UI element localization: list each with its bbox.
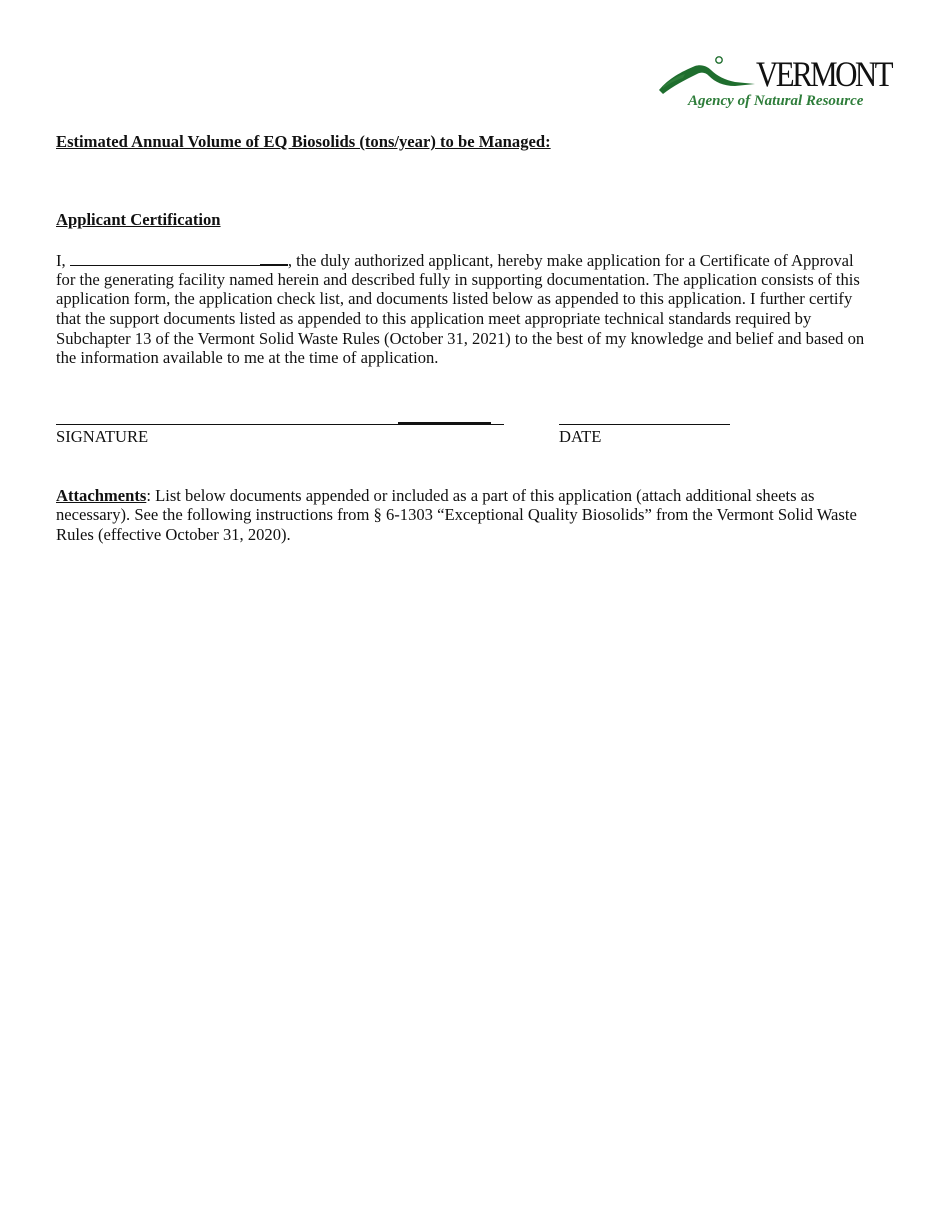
attachments-line-1-text: : List below documents appended or included as a part of this application (attach additional sheets as [146, 486, 815, 505]
date-label: DATE [559, 427, 602, 446]
mountain-logo-icon [655, 56, 757, 96]
certification-line-1 [56, 250, 854, 271]
attachments-label: Attachments [56, 486, 147, 505]
applicant-name-field-end [260, 250, 288, 266]
logo-subtitle: Agency of Natural Resource [688, 93, 864, 109]
certification-prefix: I, [56, 251, 66, 270]
attachments-line-3: Rules (effective October 31, 2020). [56, 525, 291, 544]
certification-line-2: for the generating facility named herein and described fully in supporting documentation. The application consists of this [56, 270, 860, 289]
certification-line-6: the information available to me at the time of application. [56, 348, 439, 367]
signature-line[interactable] [56, 424, 504, 425]
certification-line-1-text: , the duly authorized applicant, hereby make application for a Certificate of Approval [287, 251, 854, 270]
attachments-line-2: necessary). See the following instructions from § 6-1303 “Exceptional Quality Biosolids” from the Vermont Solid Waste [56, 505, 857, 524]
attachments-line-1 [56, 486, 815, 506]
vermont-anr-logo [655, 52, 900, 114]
volume-heading: Estimated Annual Volume of EQ Biosolids (tons/year) to be Managed: [56, 132, 551, 151]
signature-line-accent [398, 422, 491, 424]
certification-line-4: that the support documents listed as appended to this application meet appropriate technical standards required by [56, 309, 812, 328]
certification-line-5: Subchapter 13 of the Vermont Solid Waste Rules (October 31, 2021) to the best of my knowledge and belief and based on [56, 329, 865, 348]
certification-line-3: application form, the application check list, and documents listed below as appended to this application. I further certify [56, 289, 853, 308]
signature-label: SIGNATURE [56, 427, 149, 446]
certification-heading: Applicant Certification [56, 210, 221, 229]
logo-wordmark: VERMONT [756, 54, 892, 94]
applicant-name-field[interactable] [70, 251, 260, 266]
date-line[interactable] [559, 424, 730, 425]
